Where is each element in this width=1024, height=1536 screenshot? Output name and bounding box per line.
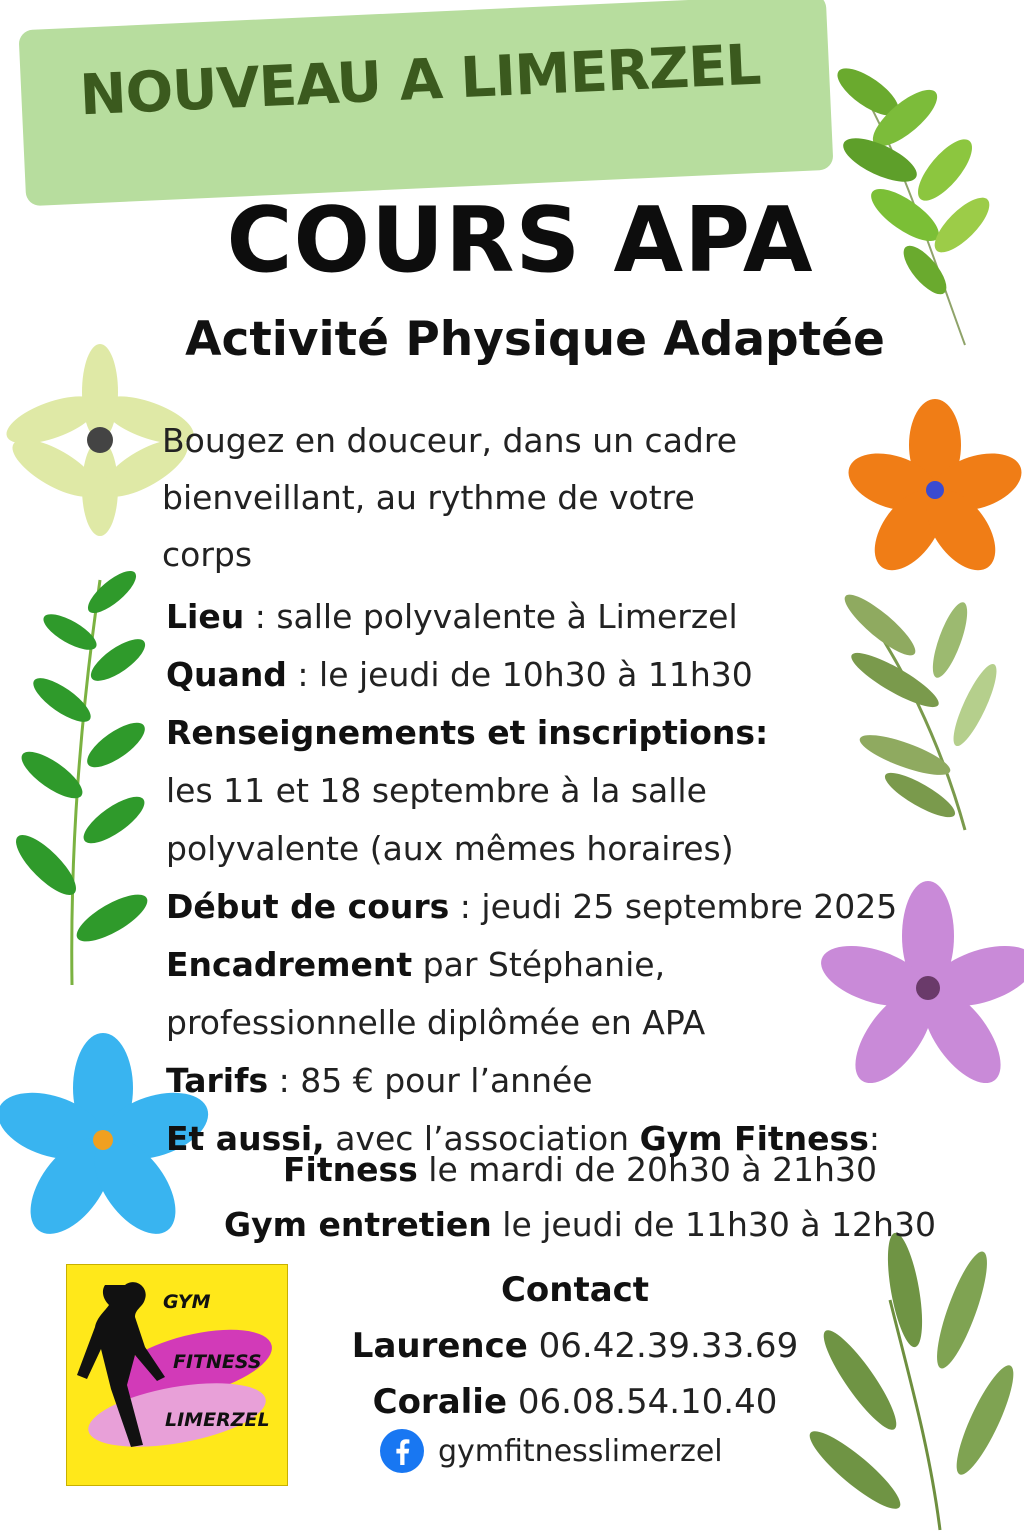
banner-title: NOUVEAU A LIMERZEL xyxy=(78,32,762,129)
detail-renseignements-line: polyvalente (aux mêmes horaires) xyxy=(166,829,734,868)
detail-lieu: Lieu : salle polyvalente à Limerzel xyxy=(166,597,738,636)
detail-renseignements-line: les 11 et 18 septembre à la salle xyxy=(166,771,707,810)
logo-text-limerzel: LIMERZEL xyxy=(165,1409,270,1431)
detail-renseignements-heading: Renseignements et inscriptions: xyxy=(166,713,769,752)
detail-encadrement: Encadrement par Stéphanie, xyxy=(166,945,666,984)
contact-laurence: Laurence 06.42.39.33.69 xyxy=(351,1326,799,1366)
facebook-link[interactable] xyxy=(380,1428,723,1474)
contact-block xyxy=(300,1262,850,1430)
contact-heading: Contact xyxy=(500,1270,650,1310)
class-fitness: Fitness le mardi de 20h30 à 21h30 xyxy=(283,1150,877,1189)
detail-et-aussi: Et aussi, avec l’association Gym Fitness: xyxy=(166,1119,880,1158)
intro-line: Bougez en douceur, dans un cadre xyxy=(162,421,738,460)
facebook-icon xyxy=(380,1429,424,1473)
detail-debut: Début de cours : jeudi 25 septembre 2025 xyxy=(166,887,898,926)
orange-flower xyxy=(841,399,1024,582)
detail-tarifs: Tarifs : 85 € pour l’année xyxy=(166,1061,593,1100)
intro-line: bienveillant, au rythme de votre xyxy=(162,478,695,517)
intro-text xyxy=(162,412,862,583)
class-gym-entretien: Gym entretien le jeudi de 11h30 à 12h30 xyxy=(224,1205,936,1244)
details-block xyxy=(166,588,996,1168)
green-sprig-left xyxy=(8,564,154,985)
contact-coralie: Coralie 06.08.54.10.40 xyxy=(372,1382,778,1422)
detail-encadrement-line: professionnelle diplômée en APA xyxy=(166,1003,706,1042)
other-classes xyxy=(150,1142,1010,1252)
facebook-handle[interactable]: gymfitnesslimerzel xyxy=(438,1433,723,1469)
page-title: COURS APA xyxy=(226,188,814,293)
intro-line: corps xyxy=(162,535,253,574)
page-subtitle: Activité Physique Adaptée xyxy=(185,312,885,367)
logo-text-gym: GYM xyxy=(163,1291,211,1313)
detail-quand: Quand : le jeudi de 10h30 à 11h30 xyxy=(166,655,753,694)
gym-fitness-logo xyxy=(66,1264,288,1486)
logo-text-fitness: FITNESS xyxy=(173,1351,262,1373)
